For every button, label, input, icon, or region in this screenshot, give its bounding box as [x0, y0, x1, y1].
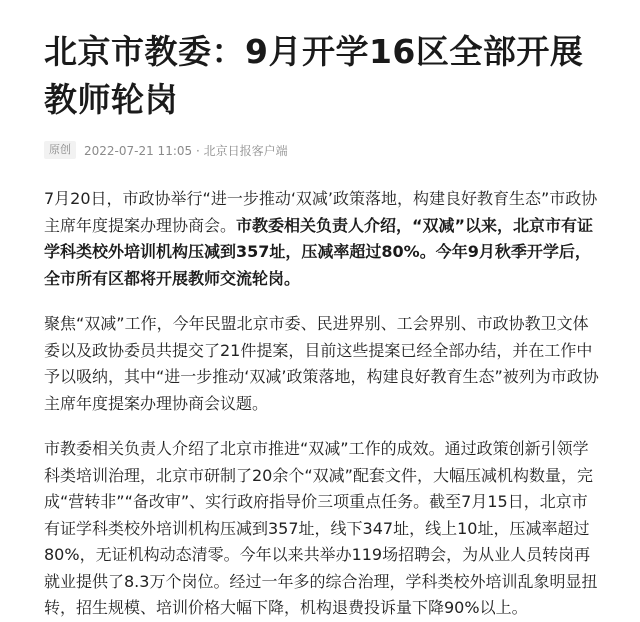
paragraph-1-bold-text: 市教委相关负责人介绍，“双减”以来，北京市有证学科类校外培训机构压减到357址，压减率超过80%。今年9月秋季开学后，全市所有区都将开展教师交流轮岗。: [44, 215, 594, 288]
paragraph-3: 市教委相关负责人介绍了北京市推进“双减”工作的成效。通过政策创新引领学科类培训治理，北京市研制了20余个“双减”配套文件，大幅压减机构数量，完成“营转非”“备改审”、实行政府指导价三项重点任务。截至7月15日，北京市有证学科类校外培训机构压减到357址，线下347址，线上10址，压减率超过80%，无证机构动态清零。今年以来共举办119场招聘会，为从业人员转岗再就业提供了8.3万个岗位。经过一年多的综合治理，学科类校外培训乱象明显扭转，招生规模、培训价格大幅下降，机构退费投诉量下降90%以上。: [44, 439, 598, 617]
publish-info: 2022-07-21 11:05 · 北京日报客户端: [84, 143, 288, 158]
paragraph-2: 聚焦“双减”工作，今年民盟北京市委、民进界别、工会界别、市政协教卫文体委以及政协委员共提交了21件提案，目前这些提案已经全部办结，并在工作中予以吸纳，其中“进一步推动‘双减’政策落地，构建良好教育生态”被列为市政协主席年度提案办理协商会议题。: [44, 314, 599, 413]
article-meta: [44, 140, 600, 160]
article-title: 北京市教委：9月开学16区全部开展教师轮岗: [44, 32, 584, 119]
paragraph-1-text: 7月20日，市政协举行“进一步推动‘双减’政策落地，构建良好教育生态”市政协主席年度提案办理协商会。: [44, 189, 598, 235]
paragraph-1: [44, 186, 600, 292]
original-badge: 原创: [44, 141, 76, 159]
